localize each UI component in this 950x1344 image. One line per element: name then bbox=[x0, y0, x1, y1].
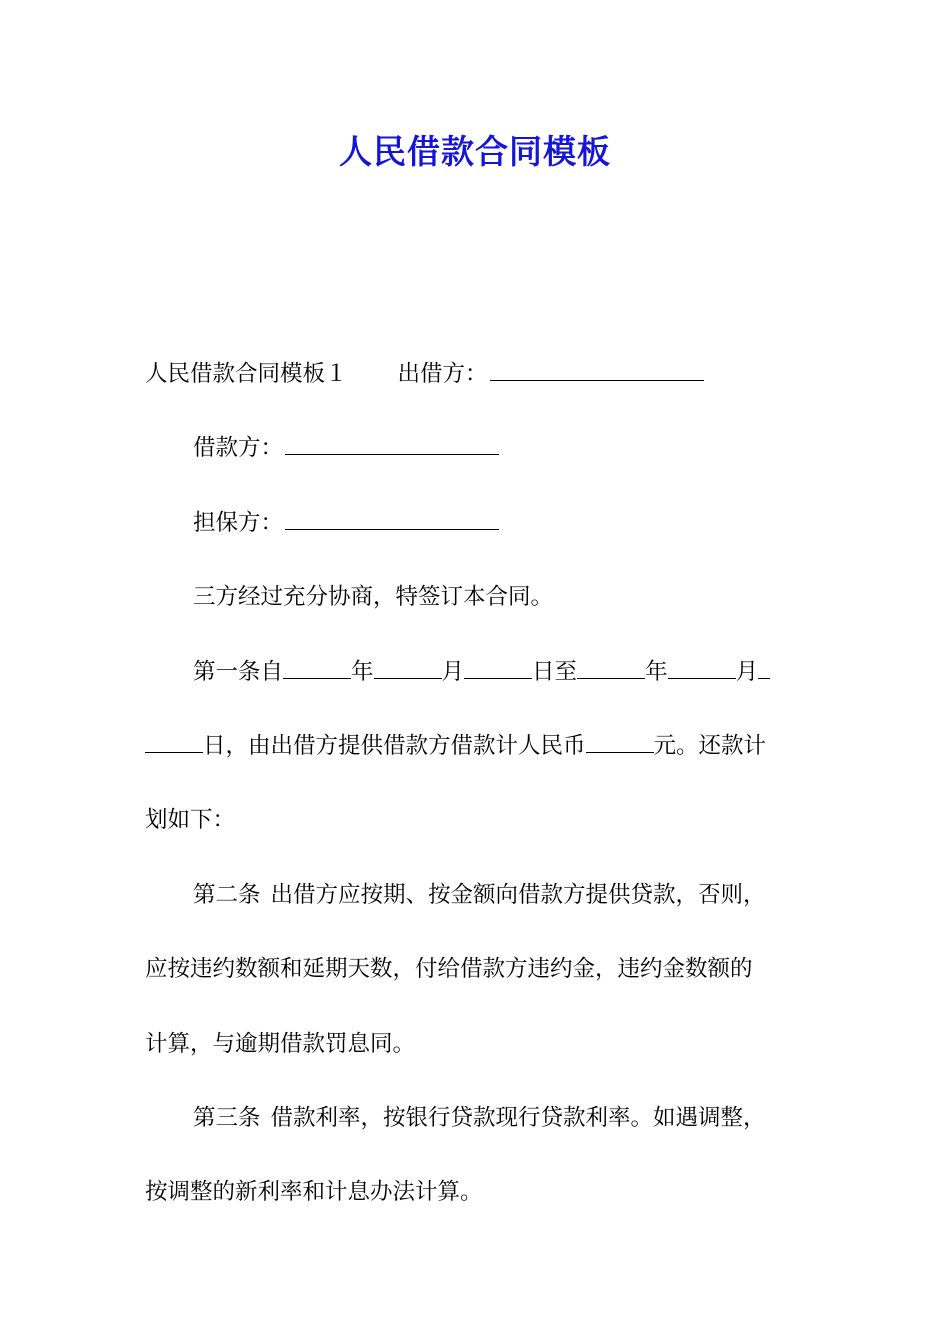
borrower-blank bbox=[285, 430, 499, 455]
template-heading-line bbox=[145, 337, 807, 411]
article2-line3: 计算，与逾期借款罚息同。 bbox=[145, 1030, 416, 1057]
article3-line1 bbox=[145, 1081, 807, 1155]
start-month-blank bbox=[374, 654, 442, 679]
borrower-line bbox=[145, 411, 807, 485]
document-body bbox=[145, 337, 807, 1230]
article1-month1: 月 bbox=[441, 658, 465, 685]
article2-label: 第二条 bbox=[193, 881, 261, 908]
preamble-paragraph: 三方经过充分协商，特签订本合同。 bbox=[193, 584, 554, 611]
article1-yuan: 元。还款计 bbox=[653, 732, 767, 759]
article1-line3: 划如下： bbox=[145, 807, 236, 834]
guarantor-label: 担保方： bbox=[193, 509, 284, 536]
end-month-blank bbox=[668, 654, 736, 679]
article1-year2: 年 bbox=[645, 658, 668, 685]
template-heading: 人民借款合同模板１ bbox=[145, 361, 348, 387]
article1-day1: 日至 bbox=[532, 658, 578, 685]
article1-line2 bbox=[145, 709, 807, 783]
article3-text: 借款利率，按银行贷款现行贷款利率。如遇调整， bbox=[270, 1104, 766, 1131]
article1-year1: 年 bbox=[351, 658, 374, 685]
article3-line2: 按调整的新利率和计息办法计算。 bbox=[145, 1179, 483, 1206]
end-year-blank bbox=[577, 654, 645, 679]
article1-line1 bbox=[145, 635, 807, 709]
guarantor-blank bbox=[285, 505, 499, 530]
end-day-blank bbox=[145, 728, 203, 753]
start-day-blank bbox=[464, 654, 532, 679]
start-year-blank bbox=[283, 654, 351, 679]
article2-line2: 应按违约数额和延期天数，付给借款方违约金，违约金数额的 bbox=[145, 956, 753, 983]
amount-blank bbox=[586, 728, 654, 753]
article1-day2: 日，由出借方提供借款方借款计人民币 bbox=[203, 732, 586, 759]
article1-from: 第一条自 bbox=[193, 658, 284, 685]
article3-label: 第三条 bbox=[193, 1104, 261, 1131]
borrower-label: 借款方： bbox=[193, 435, 284, 462]
end-day-blank-start bbox=[758, 654, 770, 679]
article1-month2: 月 bbox=[735, 658, 759, 685]
guarantor-line bbox=[145, 486, 807, 560]
document-title: 人民借款合同模板 bbox=[339, 132, 611, 171]
article2-text: 出借方应按期、按金额向借款方提供贷款，否则， bbox=[270, 881, 766, 908]
article2-line1 bbox=[145, 858, 807, 932]
lender-label: 出借方： bbox=[397, 361, 488, 387]
lender-blank bbox=[490, 356, 704, 381]
